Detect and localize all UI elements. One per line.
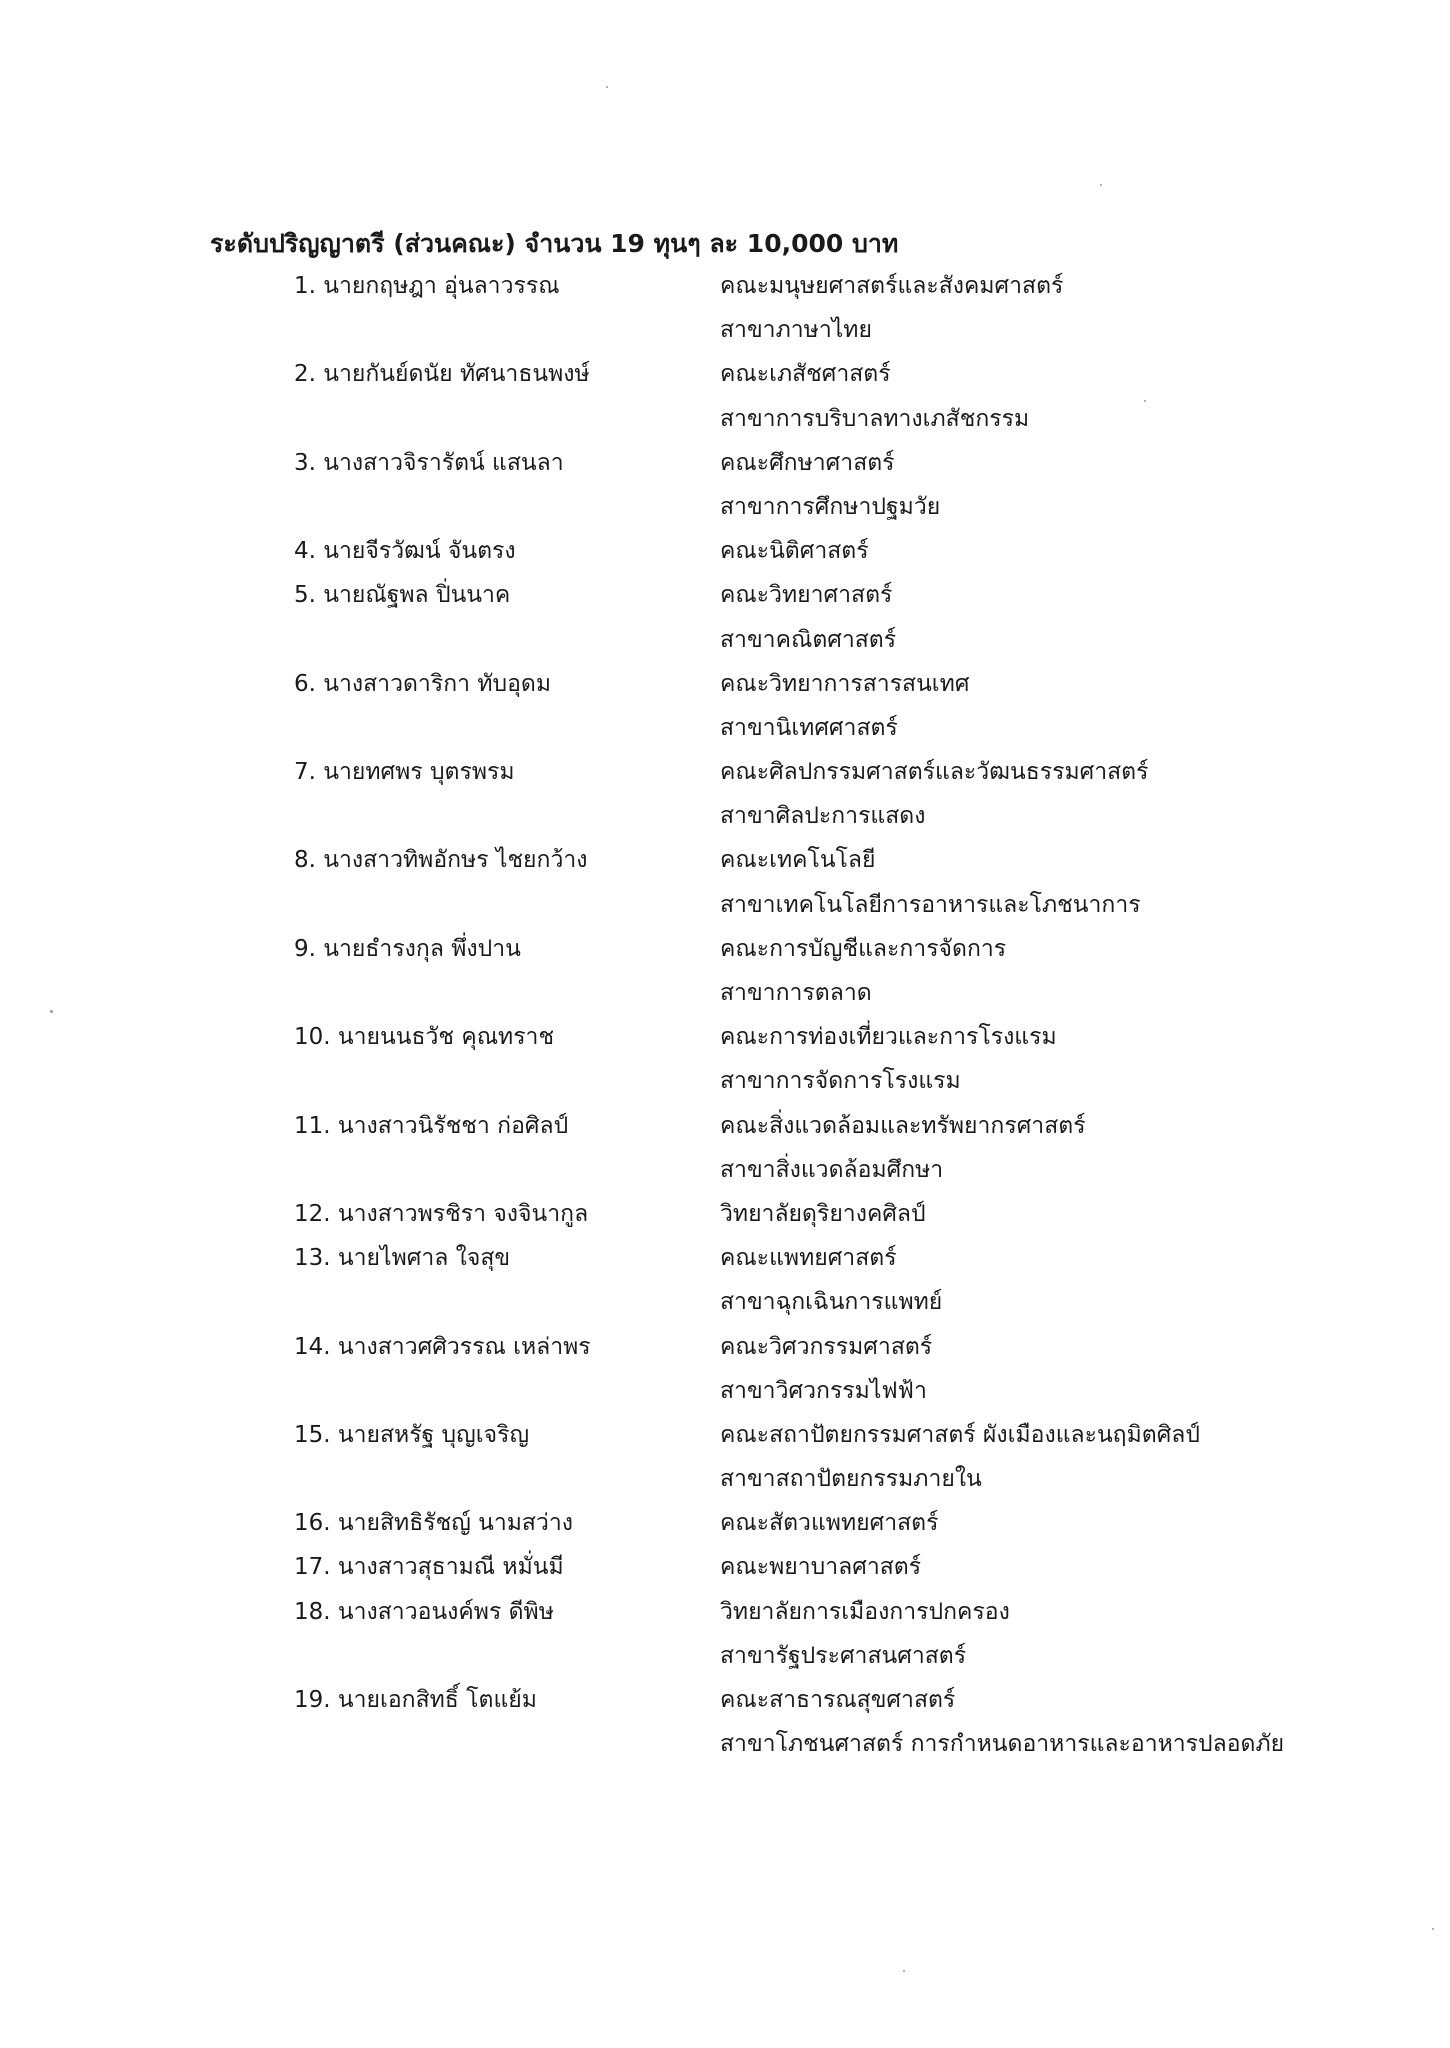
faculty-line: คณะการท่องเที่ยวและการโรงแรม (720, 1024, 1057, 1051)
recipient-name: 16. นายสิทธิรัชญ์ นามสว่าง (294, 1510, 574, 1537)
recipient-name: 1. นายกฤษฎา อุ่นลาวรรณ (294, 273, 560, 299)
recipient-faculty (720, 441, 1420, 529)
faculty-line: คณะสิ่งแวดล้อมและทรัพยากรศาสตร์ (720, 1112, 1086, 1139)
recipient-name: 4. นายจีรวัฒน์ จันตรง (294, 538, 516, 565)
recipient-name: 5. นายณัฐพล ปิ่นนาค (294, 582, 511, 609)
scan-speck (1432, 1928, 1434, 1930)
faculty-line: คณะศึกษาศาสตร์ (720, 449, 895, 476)
recipient-entry (0, 1501, 1450, 1545)
faculty-line: คณะวิทยาการสารสนเทศ (720, 670, 970, 697)
scan-speck (1100, 184, 1102, 186)
recipient-entry (0, 1015, 1450, 1103)
recipient-entry (0, 927, 1450, 1015)
faculty-line: คณะวิศวกรรมศาสตร์ (720, 1333, 933, 1360)
major-line: สาขาฉุกเฉินการแพทย์ (720, 1289, 943, 1316)
scan-speck (1144, 400, 1146, 402)
recipient-name: 15. นายสหรัฐ บุญเจริญ (294, 1421, 530, 1448)
major-line: สาขาศิลปะการแสดง (720, 803, 926, 830)
recipient-name: 11. นางสาวนิรัชชา ก่อศิลป์ (294, 1112, 569, 1139)
recipient-name: 3. นางสาวจิรารัตน์ แสนลา (294, 449, 564, 476)
recipient-faculty (720, 1678, 1420, 1766)
scan-speck (606, 86, 608, 88)
recipient-faculty (720, 573, 1420, 661)
recipient-entry (0, 1590, 1450, 1678)
recipient-faculty (720, 264, 1420, 352)
scan-speck (50, 1010, 53, 1013)
recipient-faculty (720, 838, 1420, 926)
recipient-faculty (720, 352, 1420, 440)
recipient-name: 12. นางสาวพรชิรา จงจินากูล (294, 1200, 589, 1227)
recipient-entry (0, 1236, 1450, 1324)
recipient-faculty (720, 750, 1420, 838)
faculty-line: คณะสถาปัตยกรรมศาสตร์ ผังเมืองและนฤมิตศิลป์ (720, 1421, 1201, 1448)
major-line: สาขาโภชนศาสตร์ การกำหนดอาหารและอาหารปลอดภัย (720, 1731, 1285, 1758)
recipient-faculty (720, 529, 1420, 573)
recipient-faculty (720, 927, 1420, 1015)
recipient-entry (0, 1192, 1450, 1236)
faculty-line: คณะสาธารณสุขศาสตร์ (720, 1687, 956, 1713)
recipient-name: 2. นายกันย์ดนัย ทัศนาธนพงษ์ (294, 361, 590, 388)
recipient-faculty (720, 1236, 1420, 1324)
faculty-line: คณะเทคโนโลยี (720, 847, 876, 874)
recipient-entry (0, 750, 1450, 838)
recipient-entry (0, 1413, 1450, 1501)
faculty-line: คณะแพทยศาสตร์ (720, 1245, 897, 1272)
recipient-entry (0, 1325, 1450, 1413)
faculty-line: คณะเภสัชศาสตร์ (720, 361, 891, 388)
recipient-entry (0, 573, 1450, 661)
major-line: สาขาสิ่งแวดล้อมศึกษา (720, 1156, 944, 1183)
recipient-faculty (720, 1192, 1420, 1236)
recipient-name: 10. นายนนธวัช คุณทราช (294, 1024, 555, 1051)
major-line: สาขาเทคโนโลยีการอาหารและโภชนาการ (720, 891, 1141, 918)
faculty-line: คณะวิทยาศาสตร์ (720, 582, 893, 609)
faculty-line: วิทยาลัยดุริยางคศิลป์ (720, 1200, 926, 1227)
major-line: สาขารัฐประศาสนศาสตร์ (720, 1642, 967, 1669)
major-line: สาขาคณิตศาสตร์ (720, 626, 897, 653)
recipient-faculty (720, 662, 1420, 750)
major-line: สาขาการจัดการโรงแรม (720, 1068, 961, 1095)
recipient-list (0, 264, 1450, 1766)
faculty-line: คณะพยาบาลศาสตร์ (720, 1554, 922, 1581)
recipient-entry (0, 264, 1450, 352)
major-line: สาขานิเทศศาสตร์ (720, 714, 898, 741)
major-line: สาขาการบริบาลทางเภสัชกรรม (720, 405, 1030, 432)
recipient-faculty (720, 1104, 1420, 1192)
recipient-faculty (720, 1545, 1420, 1589)
major-line: สาขาการศึกษาปฐมวัย (720, 493, 941, 520)
recipient-name: 17. นางสาวสุธามณี หมั่นมี (294, 1554, 564, 1581)
recipient-faculty (720, 1325, 1420, 1413)
recipient-entry (0, 352, 1450, 440)
recipient-name: 8. นางสาวทิพอักษร ไชยกว้าง (294, 847, 588, 874)
faculty-line: คณะการบัญชีและการจัดการ (720, 935, 1007, 962)
recipient-entry (0, 1104, 1450, 1192)
major-line: สาขาสถาปัตยกรรมภายใน (720, 1466, 982, 1493)
major-line: สาขาวิศวกรรมไฟฟ้า (720, 1377, 927, 1404)
recipient-name: 9. นายธำรงกุล พึ่งปาน (294, 935, 521, 962)
recipient-faculty (720, 1501, 1420, 1545)
recipient-name: 6. นางสาวดาริกา ทับอุดม (294, 670, 552, 697)
recipient-faculty (720, 1015, 1420, 1103)
recipient-name: 13. นายไพศาล ใจสุข (294, 1245, 511, 1272)
recipient-entry (0, 662, 1450, 750)
faculty-line: คณะศิลปกรรมศาสตร์และวัฒนธรรมศาสตร์ (720, 759, 1149, 786)
scan-speck (903, 1970, 905, 1972)
recipient-name: 19. นายเอกสิทธิ์ โตแย้ม (294, 1687, 537, 1713)
recipient-entry (0, 441, 1450, 529)
major-line: สาขาภาษาไทย (720, 317, 872, 344)
recipient-entry (0, 1678, 1450, 1766)
recipient-entry (0, 529, 1450, 573)
faculty-line: คณะสัตวแพทยศาสตร์ (720, 1510, 939, 1537)
recipient-faculty (720, 1590, 1420, 1678)
faculty-line: วิทยาลัยการเมืองการปกครอง (720, 1598, 1010, 1625)
faculty-line: คณะมนุษยศาสตร์และสังคมศาสตร์ (720, 273, 1064, 299)
faculty-line: คณะนิติศาสตร์ (720, 538, 869, 565)
recipient-faculty (720, 1413, 1420, 1501)
scholarship-heading: ระดับปริญญาตรี (ส่วนคณะ) จำนวน 19 ทุนๆ ละ 10,000 บาท (210, 229, 899, 258)
recipient-name: 14. นางสาวศศิวรรณ เหล่าพร (294, 1333, 591, 1360)
recipient-entry (0, 838, 1450, 926)
recipient-name: 18. นางสาวอนงค์พร ดีพิษ (294, 1598, 554, 1625)
major-line: สาขาการตลาด (720, 980, 872, 1006)
recipient-entry (0, 1545, 1450, 1589)
recipient-name: 7. นายทศพร บุตรพรม (294, 759, 515, 786)
